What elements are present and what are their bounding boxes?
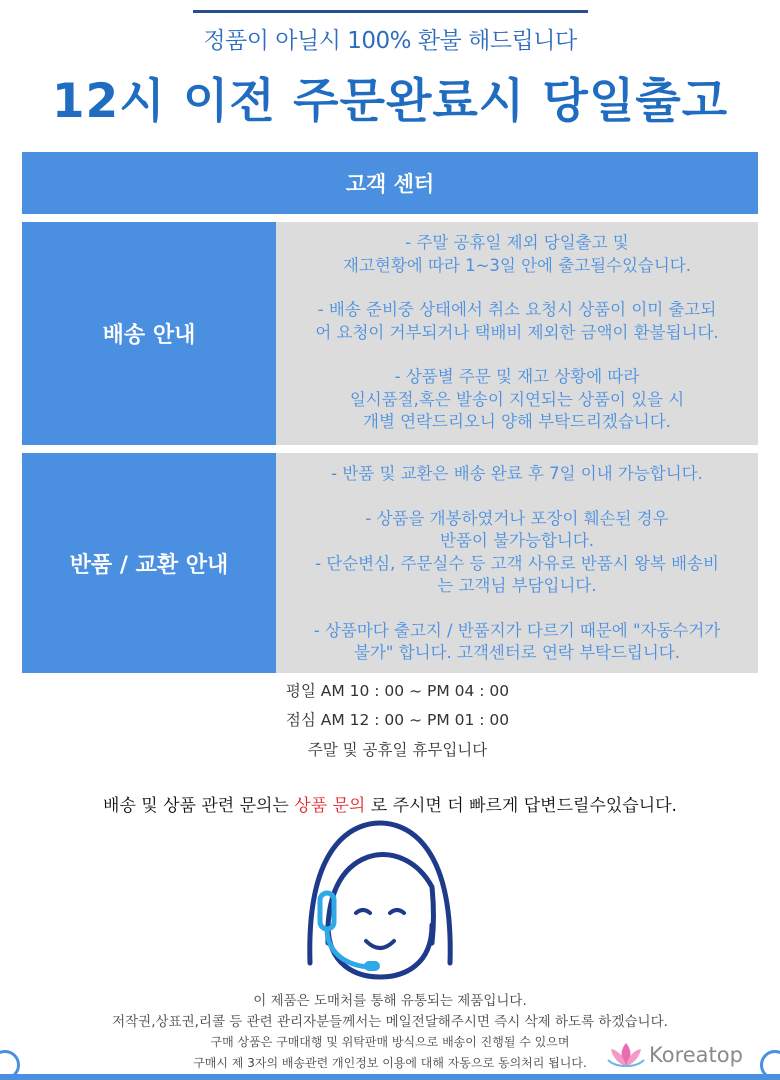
shipping-line: - 상품별 주문 및 재고 상황에 따라 <box>394 367 640 386</box>
shipping-content <box>276 222 758 445</box>
returns-line: - 상품을 개봉하였거나 포장이 훼손된 경우 <box>365 508 669 528</box>
notice-line: 구매시 제 3자의 배송관련 개인정보 이용에 대해 자동으로 동의처리 됩니다. <box>193 1056 587 1070</box>
customer-service-agent-icon <box>300 815 460 989</box>
notice-line: 구매 상품은 구매대행 및 위탁판매 방식으로 배송이 진행될 수 있으며 <box>210 1035 570 1049</box>
headline: 12시 이전 주문완료시 당일출고 <box>51 74 729 129</box>
shipping-section <box>22 222 758 445</box>
bottom-bar <box>0 1074 780 1080</box>
shipping-line: 개별 연락드리오니 양해 부탁드리겠습니다. <box>363 412 671 431</box>
notice-line: 이 제품은 도매처를 통해 유통되는 제품입니다. <box>253 993 527 1009</box>
returns-content <box>276 453 758 673</box>
returns-line: 는 고객님 부담입니다. <box>437 576 597 595</box>
returns-line: - 상품마다 출고지 / 반품지가 다르기 때문에 "자동수거가 <box>313 620 721 640</box>
inquiry-text <box>0 791 780 816</box>
product-inquiry-link[interactable]: 상품 문의 <box>294 796 366 816</box>
returns-line: - 반품 및 교환은 배송 완료 후 7일 이내 가능합니다. <box>331 464 703 483</box>
hours-closed: 주말 및 공휴일 휴무입니다 <box>307 741 488 759</box>
returns-section <box>22 453 758 673</box>
shipping-line: - 주말 공휴일 제외 당일출고 및 <box>405 233 629 252</box>
lotus-logo-icon <box>606 1040 646 1070</box>
returns-line: 반품이 불가능합니다. <box>440 531 594 550</box>
hours-lunch: 점심 AM 12 : 00 ~ PM 01 : 00 <box>285 711 510 729</box>
inquiry-prefix: 배송 및 상품 관련 문의는 <box>103 796 295 816</box>
customer-center-bar <box>22 152 758 214</box>
shipping-label: 배송 안내 <box>22 222 276 445</box>
koreatop-logo <box>606 1040 743 1070</box>
returns-line: - 단순변심, 주문실수 등 고객 사유로 반품시 왕복 배송비 <box>315 553 719 573</box>
shipping-line: 재고현황에 따라 1~3일 안에 출고될수있습니다. <box>343 255 691 275</box>
hours-weekday: 평일 AM 10 : 00 ~ PM 04 : 00 <box>285 682 510 700</box>
guarantee-text: 정품이 아닐시 100% 환불 해드립니다 <box>203 28 577 54</box>
returns-label: 반품 / 교환 안내 <box>22 453 276 673</box>
customer-center-title: 고객 센터 <box>345 172 435 196</box>
shipping-line: 어 요청이 거부되거나 택배비 제외한 금액이 환불됩니다. <box>315 322 719 342</box>
shipping-line: - 배송 준비중 상태에서 취소 요청시 상품이 이미 출고되 <box>317 300 717 319</box>
returns-line: 불가" 합니다. 고객센터로 연락 부탁드립니다. <box>354 643 680 662</box>
inquiry-suffix: 로 주시면 더 빠르게 답변드릴수있습니다. <box>365 796 677 816</box>
shipping-line: 일시품절,혹은 발송이 지연되는 상품이 있을 시 <box>349 389 685 409</box>
logo-text: Koreatop <box>649 1043 743 1067</box>
top-rule <box>193 10 588 13</box>
notice-line: 저작권,상표권,리콜 등 관련 관리자분들께서는 메일전달해주시면 즉시 삭제 하도록 하겠습니다. <box>112 1014 668 1030</box>
